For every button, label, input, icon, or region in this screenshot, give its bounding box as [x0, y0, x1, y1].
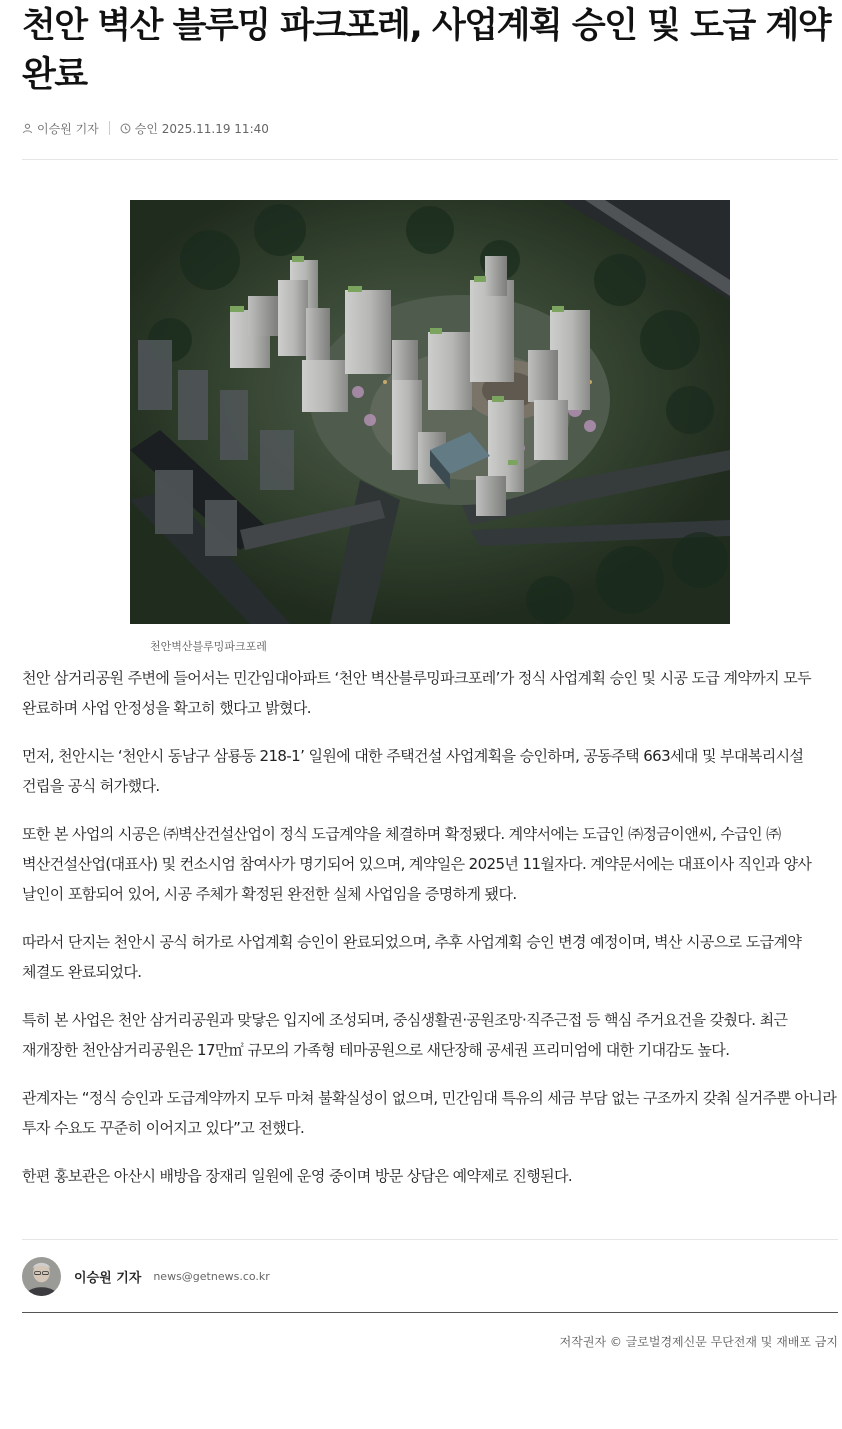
person-icon: [22, 123, 33, 134]
meta-divider: [109, 121, 110, 135]
article-paragraph: 먼저, 천안시는 ‘천안시 동남구 삼룡동 218-1’ 일원에 대한 주택건설 사업계획을 승인하며, 공동주택 663세대 및 부대복리시설 건립을 공식 허가했다.: [22, 747, 804, 795]
author-name[interactable]: 이승원 기자: [74, 1270, 142, 1286]
reporter-info: [22, 120, 99, 137]
article: [22, 0, 838, 1350]
article-headline: 천안 벽산 블루밍 파크포레, 사업계획 승인 및 도급 계약 완료: [22, 6, 831, 95]
article-paragraph: 관계자는 “정식 승인과 도급계약까지 모두 마쳐 불확실성이 없으며, 민간임대 특유의 세금 부담 없는 구조까지 갖춰 실거주뿐 아니라 투자 수요도 꾸준히 이어지고 있다”고 전했다.: [22, 1089, 837, 1137]
photo-caption: 천안벽산블루밍파크포레: [150, 640, 267, 653]
article-paragraph: 특히 본 사업은 천안 삼거리공원과 맞닿은 입지에 조성되며, 중심생활권·공원조망·직주근접 등 핵심 주거요건을 갖췄다. 최근 재개장한 천안삼거리공원은 17만㎡ 규모의 가족형 테마공원으로 새단장해 공세권 프리미엄에 대한 기대감도 높다.: [22, 1011, 788, 1059]
article-meta: [22, 118, 838, 138]
article-paragraph: 따라서 단지는 천안시 공식 허가로 사업계획 승인이 완료되었으며, 추후 사업계획 승인 변경 예정이며, 벽산 시공으로 도급계약 체결도 완료되었다.: [22, 933, 802, 981]
article-paragraph: 천안 삼거리공원 주변에 들어서는 민간임대아파트 ‘천안 벽산블루밍파크포레’가 정식 사업계획 승인 및 시공 도급 계약까지 모두 완료하며 사업 안정성을 확고히 했다고 밝혔다.: [22, 669, 811, 717]
author-avatar[interactable]: [22, 1257, 61, 1296]
author-email[interactable]: news@getnews.co.kr: [153, 1269, 270, 1283]
header-divider: [22, 159, 838, 160]
complex-aerial-photo[interactable]: [130, 200, 730, 624]
reporter-name[interactable]: 이승원 기자: [37, 121, 99, 136]
approved-info: [120, 120, 269, 137]
article-body: [22, 663, 838, 1191]
footer-divider: [22, 1312, 838, 1313]
approved-datetime: 승인 2025.11.19 11:40: [134, 121, 269, 136]
article-figure: [22, 200, 838, 654]
clock-icon: [120, 123, 131, 134]
article-paragraph: 한편 홍보관은 아산시 배방읍 장재리 일원에 운영 중이며 방문 상담은 예약제로 진행된다.: [22, 1167, 573, 1185]
copyright-notice: 저작권자 © 글로벌경제신문 무단전재 및 재배포 금지: [559, 1335, 838, 1349]
article-paragraph: 또한 본 사업의 시공은 ㈜벽산건설산업이 정식 도급계약을 체결하며 확정됐다. 계약서에는 도급인 ㈜정금이앤씨, 수급인 ㈜벽산건설산업(대표사) 및 컨소시엄 참여사가 명기되어 있으며, 계약일은 2025년 11월자다. 계약문서에는 대표이사 직인과 양사 날인이 포함되어 있어, 시공 주체가 확정된 완전한 실체 사업임을 증명하게 됐다.: [22, 825, 812, 903]
author-byline: [22, 1240, 838, 1312]
